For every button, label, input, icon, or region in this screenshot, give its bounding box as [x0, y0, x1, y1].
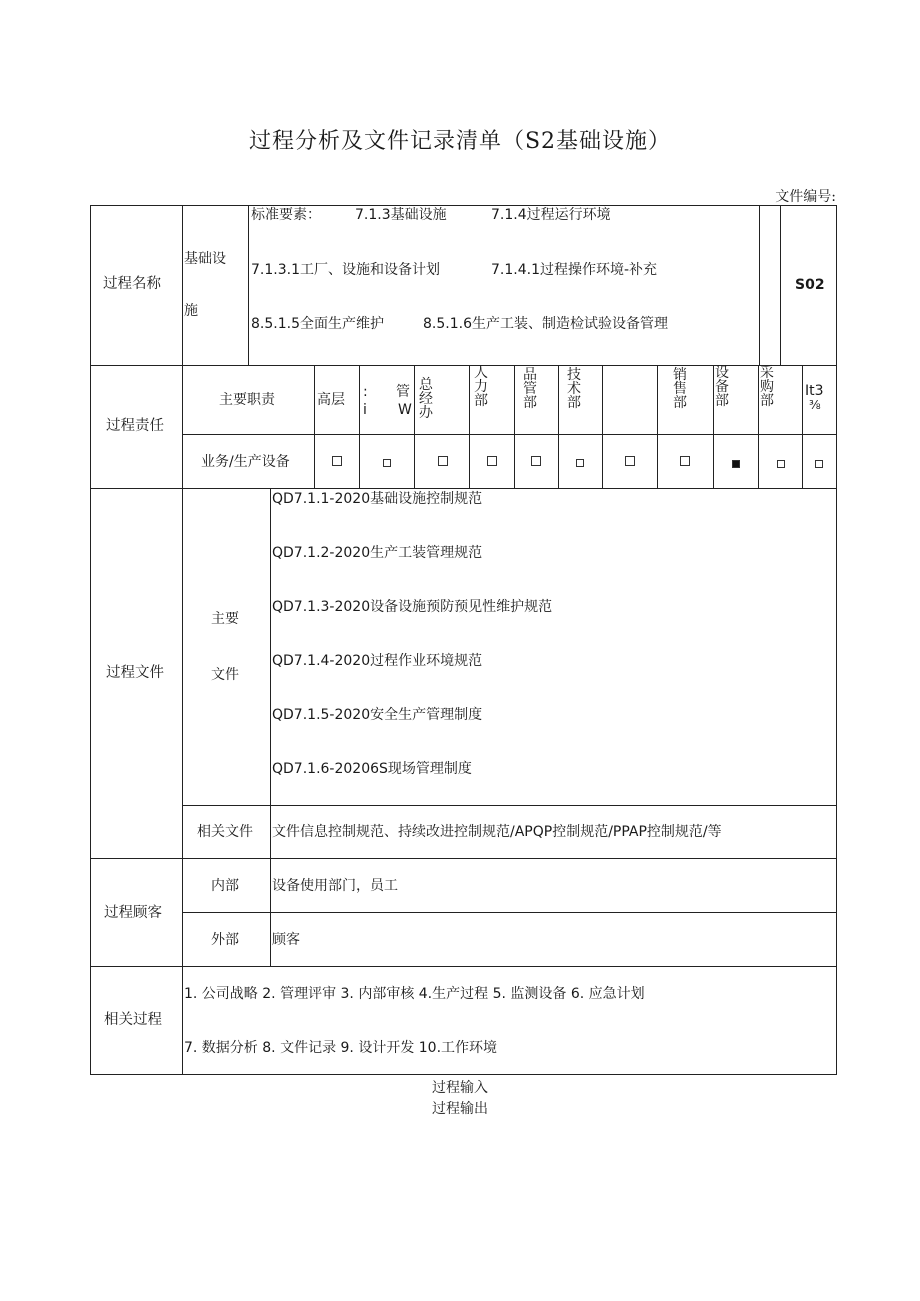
process-output: 过程输出	[432, 1101, 488, 1117]
col-header-last-top: It3	[805, 383, 824, 399]
standard-element: 7.1.3基础设施	[355, 207, 447, 223]
external-label: 外部	[211, 932, 239, 948]
checkbox-pinguan[interactable]	[531, 456, 541, 466]
related-processes-label: 相关过程	[104, 1012, 162, 1028]
main-doc-item: QD7.1.1-2020基础设施控制规范	[272, 491, 483, 507]
col-header-renli: 人 力 部	[474, 365, 488, 409]
standard-element: 8.5.1.6生产工装、制造检试验设备管理	[423, 316, 668, 332]
checkbox-shebei-checked[interactable]	[732, 460, 740, 468]
checkbox-col-empty[interactable]	[625, 456, 635, 466]
process-input: 过程输入	[432, 1080, 488, 1096]
business-label: 业务/生产设备	[201, 454, 290, 470]
standard-element: 7.1.4过程运行环境	[491, 207, 611, 223]
col-header-3-bottom: W	[398, 402, 412, 418]
checkbox-caigou[interactable]	[777, 460, 785, 468]
process-name-line1: 基础设	[184, 251, 226, 267]
col-header-pinguan: 品 管 部	[523, 367, 537, 411]
col-header-2-top: :	[363, 384, 368, 400]
main-doc-item: QD7.1.5-2020安全生产管理制度	[272, 707, 483, 723]
col-header-xiaoshou: 销 售 部	[673, 367, 687, 411]
related-docs: 文件信息控制规范、持续改进控制规范/APQP控制规范/PPAP控制规范/等	[272, 824, 722, 840]
col-header-3-top: 管	[396, 384, 410, 400]
process-code: S02	[795, 277, 825, 293]
related-processes-line1: 1. 公司战略 2. 管理评审 3. 内部审核 4.生产过程 5. 监测设备 6. 应急计划	[184, 986, 645, 1002]
standard-element: 8.5.1.5全面生产维护	[251, 316, 384, 332]
main-duty-label: 主要职责	[219, 392, 275, 408]
main-doc-item: QD7.1.3-2020设备设施预防预见性维护规范	[272, 599, 553, 615]
checkbox-renli[interactable]	[487, 456, 497, 466]
internal-label: 内部	[211, 878, 239, 894]
main-docs-label-2: 文件	[211, 667, 239, 683]
col-header-jishu: 技 术 部	[567, 367, 581, 411]
main-docs-label-1: 主要	[211, 611, 239, 627]
related-processes-line2: 7. 数据分析 8. 文件记录 9. 设计开发 10.工作环境	[184, 1040, 498, 1056]
col-header-shebei: 设 备 部	[715, 365, 729, 409]
standard-elements-label: 标准要素：	[251, 207, 321, 223]
process-docs-label: 过程文件	[106, 665, 164, 681]
checkbox-last[interactable]	[815, 460, 823, 468]
checkbox-xiaoshou[interactable]	[680, 456, 690, 466]
process-name-line2: 施	[184, 303, 198, 319]
doc-number-label: 文件编号:	[775, 189, 836, 205]
standard-element: 7.1.3.1工厂、设施和设备计划	[251, 262, 440, 278]
checkbox-gaoceng[interactable]	[332, 456, 342, 466]
process-name-label: 过程名称	[103, 276, 161, 292]
main-doc-item: QD7.1.2-2020生产工装管理规范	[272, 545, 483, 561]
checkbox-zongjingban[interactable]	[438, 456, 448, 466]
col-header-caigou: 采 购 部	[760, 365, 774, 409]
internal-customers: 设备使用部门，员工	[272, 878, 398, 894]
related-docs-label: 相关文件	[197, 824, 253, 840]
main-doc-item: QD7.1.6-20206S现场管理制度	[272, 761, 472, 777]
col-header-zongjingban: 总 经 办	[419, 377, 433, 421]
page-title: 过程分析及文件记录清单（S2基础设施）	[248, 129, 672, 154]
checkbox-jishu[interactable]	[576, 459, 584, 467]
responsibility-label: 过程责任	[106, 418, 164, 434]
col-header-gaoceng: 高层	[317, 392, 345, 408]
standard-element: 7.1.4.1过程操作环境-补充	[491, 262, 658, 278]
external-customers: 顾客	[272, 932, 300, 948]
col-header-last-bottom: ⅜	[809, 398, 821, 412]
customers-label: 过程顾客	[104, 905, 162, 921]
main-doc-item: QD7.1.4-2020过程作业环境规范	[272, 653, 483, 669]
checkbox-col2[interactable]	[383, 459, 391, 467]
col-header-2-bottom: i	[363, 402, 367, 418]
